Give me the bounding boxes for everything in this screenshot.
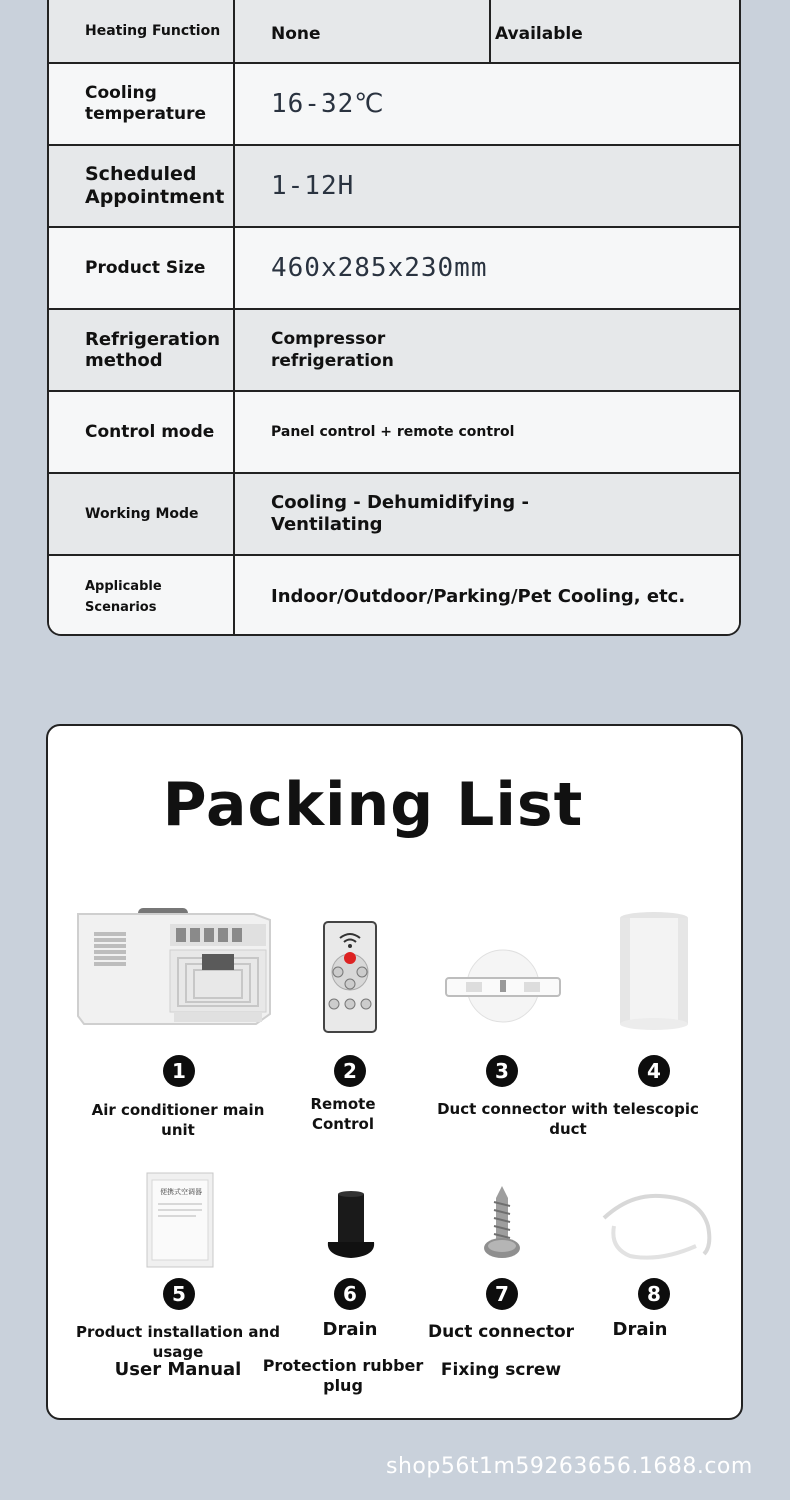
spec-label: Cooling temperature bbox=[49, 64, 235, 144]
item-number: 7 bbox=[486, 1278, 518, 1310]
item-caption: Product installation and usage bbox=[76, 1323, 280, 1361]
item-caption-2: Protection rubber plug bbox=[262, 1356, 424, 1395]
shop-watermark: shop56t1m59263656.1688.com bbox=[386, 1454, 753, 1479]
item-caption-2: Fixing screw bbox=[440, 1360, 562, 1380]
spec-value: 460x285x230mm bbox=[271, 253, 488, 283]
screw-image bbox=[482, 1184, 522, 1262]
spec-row-heating bbox=[49, 0, 739, 64]
spec-row-scenarios bbox=[49, 556, 739, 636]
spec-row-control bbox=[49, 392, 739, 474]
item-number: 3 bbox=[486, 1055, 518, 1087]
drain-tube-image bbox=[600, 1186, 720, 1264]
remote-control-image bbox=[322, 920, 378, 1034]
spec-value: 1-12H bbox=[271, 171, 355, 201]
spec-label: Control mode bbox=[49, 392, 235, 472]
spec-row-refrigeration bbox=[49, 310, 739, 392]
spec-label: Scheduled Appointment bbox=[49, 146, 235, 226]
item-caption: Duct connector with telescopic duct bbox=[437, 1100, 699, 1138]
item-number: 6 bbox=[334, 1278, 366, 1310]
spec-value: Indoor/Outdoor/Parking/Pet Cooling, etc. bbox=[271, 586, 686, 607]
spec-label: Refrigeration method bbox=[49, 310, 235, 390]
item-number: 4 bbox=[638, 1055, 670, 1087]
spec-value: Compressor refrigeration bbox=[271, 329, 394, 371]
item-caption-2: User Manual bbox=[114, 1359, 242, 1380]
spec-value: Panel control + remote control bbox=[271, 424, 515, 440]
spec-value: Cooling - Dehumidifying - Ventilating bbox=[271, 492, 529, 535]
column-divider bbox=[489, 0, 491, 62]
item-number: 5 bbox=[163, 1278, 195, 1310]
duct-connector-image bbox=[444, 944, 562, 1026]
spec-value: None bbox=[271, 24, 321, 44]
spec-value-alt: Available bbox=[495, 24, 583, 44]
spec-row-schedule bbox=[49, 146, 739, 228]
item-number: 1 bbox=[163, 1055, 195, 1087]
rubber-plug-image bbox=[324, 1190, 378, 1262]
spec-label: Heating Function bbox=[49, 0, 235, 62]
item-caption: Air conditioner main unit bbox=[91, 1101, 265, 1139]
spec-row-working-mode bbox=[49, 474, 739, 556]
packing-list-card bbox=[46, 724, 743, 1420]
spec-label: Product Size bbox=[49, 228, 235, 308]
spec-value: 16-32℃ bbox=[271, 89, 385, 119]
user-manual-image bbox=[146, 1172, 214, 1268]
item-caption: Remote Control bbox=[310, 1095, 376, 1133]
manual-cover-text: 便携式空调器 bbox=[160, 1188, 202, 1196]
item-caption: Drain bbox=[612, 1319, 668, 1340]
spec-row-size bbox=[49, 228, 739, 310]
telescopic-duct-image bbox=[618, 910, 690, 1032]
item-caption: Duct connector bbox=[427, 1322, 575, 1342]
air-conditioner-image bbox=[74, 906, 276, 1034]
spec-table bbox=[47, 0, 741, 636]
spec-label: Working Mode bbox=[49, 474, 235, 554]
packing-list-title: Packing List bbox=[162, 770, 584, 840]
item-number: 8 bbox=[638, 1278, 670, 1310]
item-caption: Drain bbox=[322, 1319, 378, 1340]
item-number: 2 bbox=[334, 1055, 366, 1087]
spec-row-cooling-temp bbox=[49, 64, 739, 146]
spec-label: Applicable Scenarios bbox=[49, 556, 235, 636]
